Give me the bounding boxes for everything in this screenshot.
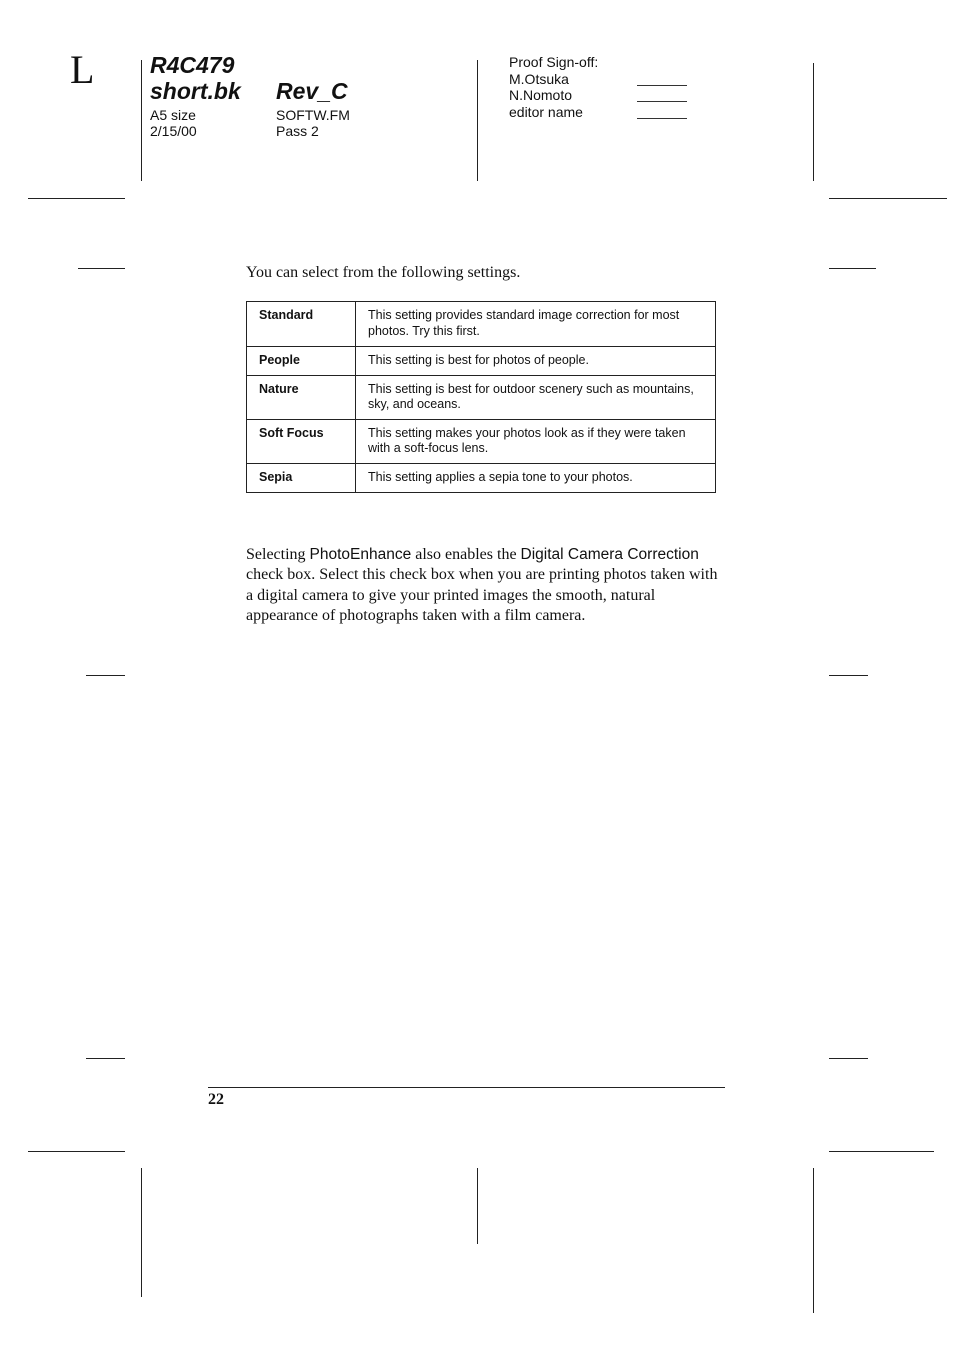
table-row	[247, 463, 716, 492]
crop-mark	[28, 198, 125, 199]
signature-line	[637, 118, 687, 119]
setting-name: People	[247, 347, 356, 376]
crop-mark	[141, 60, 142, 181]
setting-description: This setting is best for outdoor scenery such as mountains, sky, and oceans.	[356, 375, 716, 419]
footer-rule	[208, 1087, 725, 1088]
setting-name: Sepia	[247, 463, 356, 492]
signature-line	[637, 101, 687, 102]
revision-label: Rev_C	[276, 78, 348, 104]
file-date: 2/15/00	[150, 123, 197, 139]
section-letter: L	[70, 47, 95, 92]
setting-name: Standard	[247, 302, 356, 347]
signature-line	[637, 85, 687, 86]
crop-mark	[829, 268, 876, 269]
file-name: SOFTW.FM	[276, 107, 350, 123]
setting-name: Soft Focus	[247, 419, 356, 463]
ui-term-digital-camera-correction: Digital Camera Correction	[520, 546, 699, 563]
paragraph-text: Selecting	[246, 546, 310, 563]
crop-mark	[829, 1151, 934, 1152]
signer-name: editor name	[509, 104, 583, 120]
setting-description: This setting provides standard image correction for most photos. Try this first.	[356, 302, 716, 347]
pass-label: Pass 2	[276, 123, 319, 139]
table-row	[247, 375, 716, 419]
crop-mark	[829, 1058, 868, 1059]
settings-table	[246, 301, 716, 493]
crop-mark	[86, 1058, 125, 1059]
crop-mark	[813, 1168, 814, 1313]
table-row	[247, 347, 716, 376]
signer-name: N.Nomoto	[509, 87, 573, 103]
paragraph-text: also enables the	[411, 546, 521, 563]
setting-description: This setting is best for photos of people.	[356, 347, 716, 376]
setting-description: This setting applies a sepia tone to your photos.	[356, 463, 716, 492]
crop-mark	[477, 60, 478, 181]
book-title-line2: short.bk	[150, 78, 241, 104]
paragraph-text: check box. Select this check box when you are printing photos taken with a digital camera to give your printed images the smooth, natural appearance of photographs taken with a film camera.	[246, 566, 718, 624]
crop-mark	[829, 198, 947, 199]
crop-mark	[477, 1168, 478, 1244]
page-number: 22	[208, 1091, 224, 1108]
body-paragraph	[246, 545, 726, 626]
crop-mark	[28, 1151, 125, 1152]
page-size: A5 size	[150, 107, 196, 123]
setting-description: This setting makes your photos look as if they were taken with a soft-focus lens.	[356, 419, 716, 463]
setting-name: Nature	[247, 375, 356, 419]
crop-mark	[829, 675, 868, 676]
ui-term-photoenhance: PhotoEnhance	[309, 546, 412, 563]
intro-text: You can select from the following settings.	[246, 264, 521, 281]
crop-mark	[78, 268, 125, 269]
signer-name: M.Otsuka	[509, 71, 569, 87]
book-title-line1: R4C479	[150, 52, 235, 78]
table-row	[247, 419, 716, 463]
crop-mark	[141, 1168, 142, 1297]
crop-mark	[813, 63, 814, 181]
table-row	[247, 302, 716, 347]
crop-mark	[86, 675, 125, 676]
proof-signoff-title: Proof Sign-off:	[509, 54, 599, 70]
